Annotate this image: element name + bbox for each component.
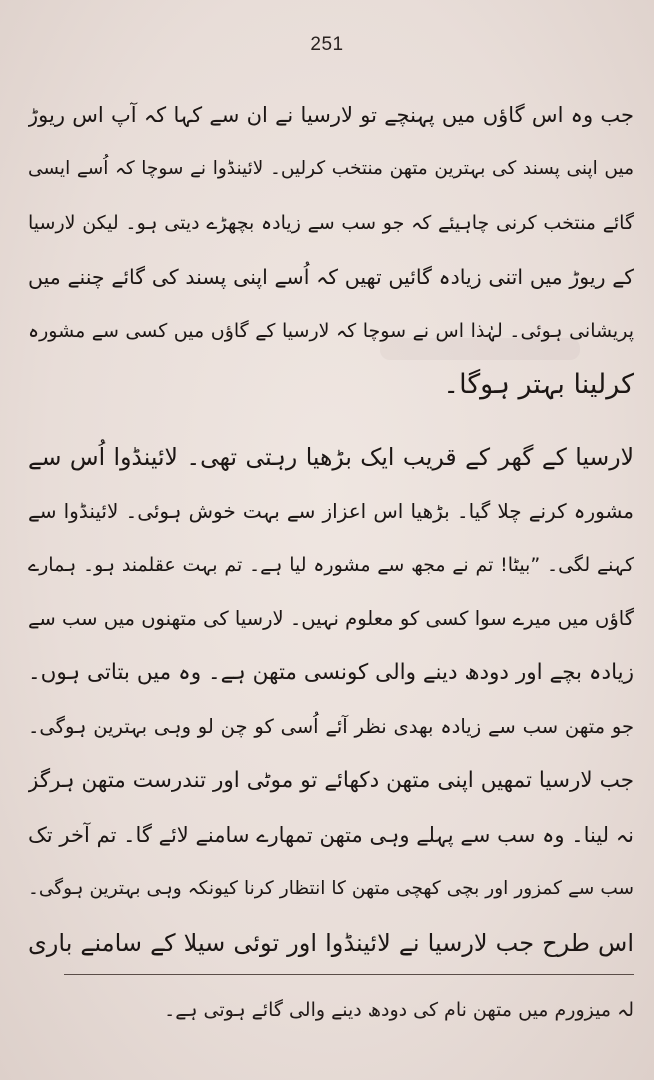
footnote-divider	[64, 974, 634, 975]
text-line: کے ریوڑ میں اتنی زیادہ گائیں تھیں کہ اُسے اپنی پسند کی گائے چننے میں	[28, 265, 634, 289]
text-line: جب وہ اس گاؤں میں پہنچے تو لارسیا نے ان سے کہا کہ آپ اس ریوڑ	[28, 103, 634, 127]
text-line: اس طرح جب لارسیا نے لائینڈوا اور توئی سیلا کے سامنے باری	[28, 929, 634, 957]
text-line: پریشانی ہوئی۔ لہٰذا اس نے سوچا کہ لارسیا کے گاؤں میں کسی سے مشورہ	[28, 320, 634, 342]
text-line: کرلینا بہتر ہوگا۔	[443, 369, 634, 400]
text-line: گائے منتخب کرنی چاہیئے کہ جو سب سے زیادہ بچھڑے دیتی ہو۔ لیکن لارسیا	[28, 212, 634, 234]
paragraph	[28, 88, 634, 412]
text-line: زیادہ بچے اور دودھ دینے والی کونسی متھن ہے۔ وہ میں بتاتی ہوں۔	[28, 660, 634, 685]
text-line: مشورہ کرنے چلا گیا۔ بڑھیا اس اعزاز سے بہت خوش ہوئی۔ لائینڈوا سے	[28, 499, 634, 523]
page-number: 251	[310, 34, 344, 55]
text-line: جو متھن سب سے زیادہ بھدی نظر آئے اُسی کو چن لو وہی بہترین ہوگی۔	[28, 715, 634, 738]
text-line: لارسیا کے گھر کے قریب ایک بڑھیا رہتی تھی۔ لائینڈوا اُس سے	[28, 443, 634, 471]
text-line: گاؤں میں میرے سوا کسی کو معلوم نہیں۔ لارسیا کی متھنوں میں سب سے	[28, 607, 634, 630]
text-line: سب سے کمزور اور بچی کھچی متھن کا انتظار کرنا کیونکہ وہی بہترین ہوگی۔	[28, 878, 634, 899]
footnote: لہ میزورم میں متھن نام کی دودھ دینے والی گائے ہوتی ہے۔	[164, 999, 634, 1021]
text-line: نہ لینا۔ وہ سب سے پہلے وہی متھن تمھارے سامنے لائے گا۔ تم آخر تک	[28, 823, 634, 847]
paragraph-gap	[28, 412, 634, 430]
body-text	[28, 88, 634, 970]
paragraph	[28, 430, 634, 970]
text-line: جب لارسیا تمھیں اپنی متھن دکھائے تو موٹی اور تندرست متھن ہرگز	[28, 768, 634, 793]
text-line: کہنے لگی۔ ”بیٹا! تم نے مجھ سے مشورہ لیا ہے۔ تم بہت عقلمند ہو۔ ہمارے	[28, 554, 634, 576]
text-line: میں اپنی پسند کی بہترین متھن منتخب کرلیں۔ لائینڈوا نے سوچا کہ اُسے ایسی	[28, 158, 634, 179]
